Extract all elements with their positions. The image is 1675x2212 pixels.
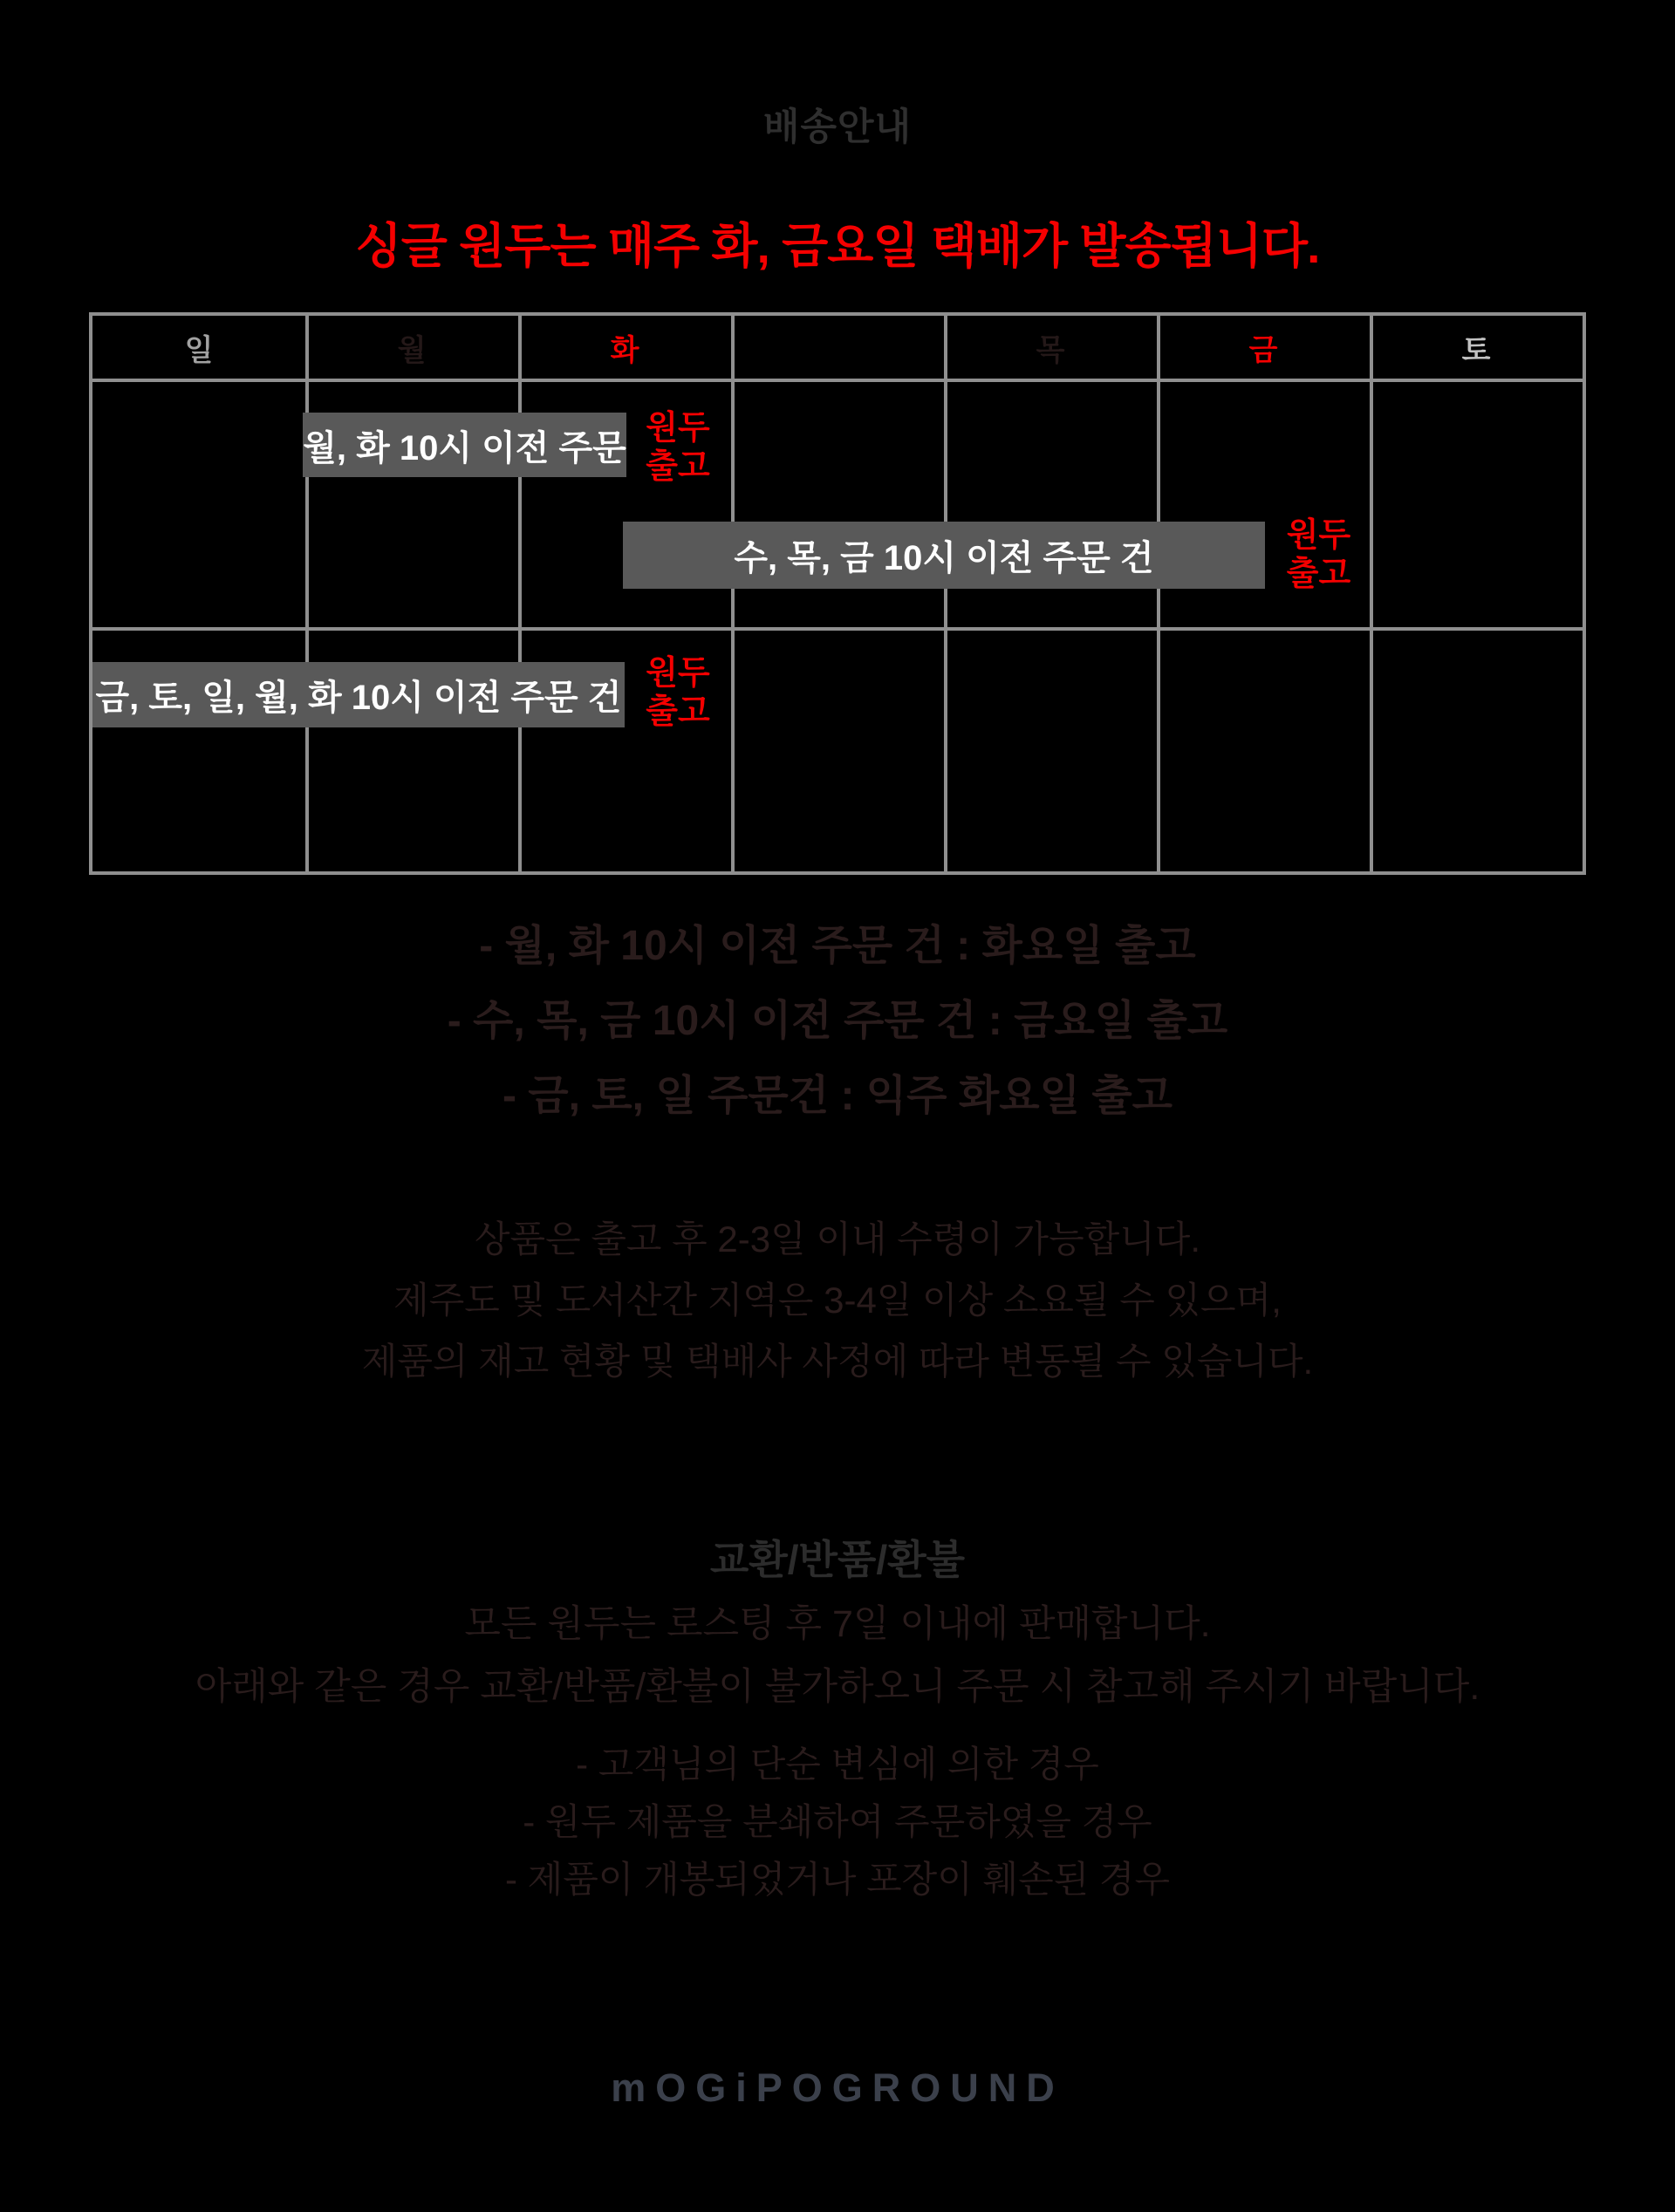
schedule-note-line: - 금, 토, 일 주문건 : 익주 화요일 출고 <box>502 1073 1173 1119</box>
day-header-fri: 금 <box>1248 333 1278 367</box>
refund-condition-line: - 원두 제품을 분쇄하여 주문하였을 경우 <box>523 1801 1152 1842</box>
refund-condition-line: - 제품이 개봉되었거나 포장이 훼손된 경우 <box>504 1859 1171 1900</box>
delivery-note-line: 제주도 및 도서산간 지역은 3-4일 이상 소요될 수 있으며, <box>393 1280 1282 1321</box>
day-header-tue: 화 <box>610 333 639 367</box>
grid-line-row-divider <box>92 627 1583 631</box>
grid-line-vertical <box>305 316 309 871</box>
refund-policy-line: 아래와 같은 경우 교환/반품/환불이 불가하오니 주문 시 참고해 주시기 바랍니다. <box>195 1666 1480 1708</box>
schedule-note-line: - 수, 목, 금 10시 이전 주문 건 : 금요일 출고 <box>447 998 1228 1044</box>
delivery-notes <box>0 1209 1675 1392</box>
ship-label-friday <box>1265 516 1372 593</box>
calendar-grid <box>92 316 1583 871</box>
page-title: 배송안내 <box>762 106 913 148</box>
grid-line-header-divider <box>92 379 1583 382</box>
delivery-note-line: 제품의 재고 현황 및 택배사 사정에 따라 변동될 수 있습니다. <box>361 1341 1314 1382</box>
delivery-note-line: 상품은 출고 후 2-3일 이내 수령이 가능합니다. <box>474 1219 1201 1260</box>
day-header-sun: 일 <box>184 333 214 367</box>
order-window-bar-fri-to-tue: 금, 토, 일, 월, 화 10시 이전 주문 건 <box>92 662 625 727</box>
ship-label-tuesday <box>625 409 731 486</box>
day-header-sat: 토 <box>1461 333 1491 367</box>
calendar-header-row <box>92 316 1583 379</box>
refund-section-title: 교환/반품/환불 <box>709 1537 966 1582</box>
refund-policy-lines <box>0 1593 1675 1718</box>
schedule-note-line: - 월, 화 10시 이전 주문 건 : 화요일 출고 <box>479 923 1196 969</box>
grid-line-vertical <box>944 316 947 871</box>
ship-label-next-tuesday <box>625 654 731 731</box>
shipping-headline: 싱글 원두는 매주 화, 금요일 택배가 발송됩니다. <box>355 219 1320 273</box>
grid-line-vertical <box>1157 316 1160 871</box>
ship-label-line2: 출고 <box>646 448 710 485</box>
order-window-bar-mon-tue: 월, 화 10시 이전 주문 <box>303 413 626 477</box>
ship-label-line2: 출고 <box>646 693 710 730</box>
day-header-wed: 수 <box>823 333 852 367</box>
brand-logo: mOGiPOGROUND <box>611 2065 1064 2110</box>
ship-label-line1: 원두 <box>646 410 710 447</box>
schedule-notes <box>0 909 1675 1134</box>
day-header-thu: 목 <box>1036 333 1065 367</box>
order-window-bar-wed-thu-fri: 수, 목, 금 10시 이전 주문 건 <box>623 522 1265 589</box>
shipping-calendar-table <box>89 312 1586 875</box>
grid-line-vertical <box>731 316 735 871</box>
refund-policy-line: 모든 원두는 로스팅 후 7일 이내에 판매합니다. <box>464 1603 1211 1645</box>
refund-conditions <box>0 1736 1675 1908</box>
grid-line-vertical <box>1370 316 1373 871</box>
grid-line-vertical <box>518 316 522 871</box>
refund-condition-line: - 고객님의 단순 변심에 의한 경우 <box>576 1744 1099 1785</box>
day-header-mon: 월 <box>397 333 427 367</box>
ship-label-line1: 원두 <box>646 655 710 692</box>
ship-label-line1: 원두 <box>1286 517 1351 554</box>
ship-label-line2: 출고 <box>1286 556 1351 592</box>
